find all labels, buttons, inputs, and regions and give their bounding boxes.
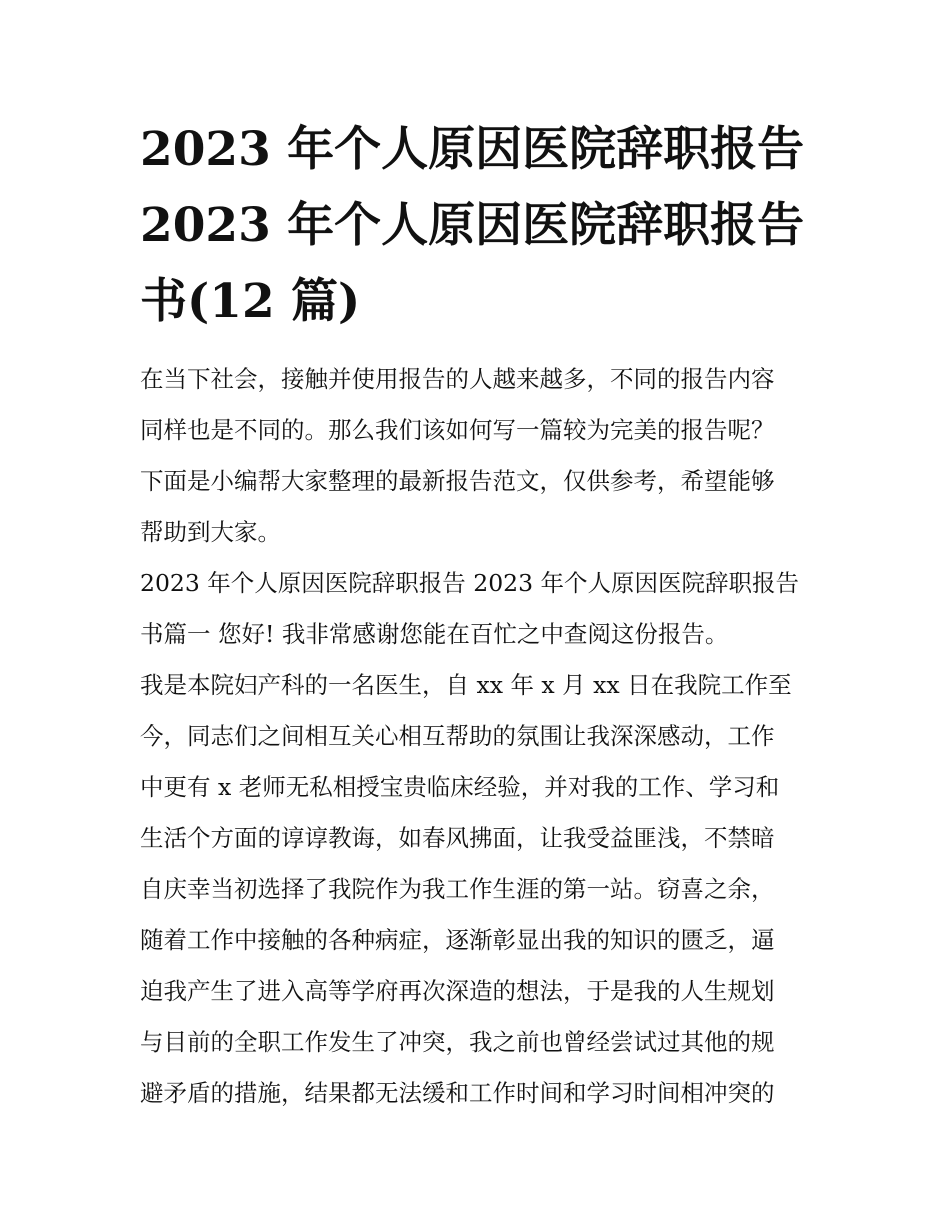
- title-line-1: 2023 年个人原因医院辞职报告: [140, 122, 805, 177]
- text-line: 中更有 x 老师无私相授宝贵临床经验，并对我的工作、学习和: [140, 773, 780, 801]
- document-title: [140, 112, 812, 340]
- body-paragraph: [140, 660, 812, 1119]
- text-line: 今，同志们之间相互关心相互帮助的氛围让我深深感动，工作: [140, 722, 775, 750]
- text-line: 帮助到大家。: [140, 518, 281, 546]
- document-body: [140, 354, 812, 1119]
- text-line: 书篇一 您好! 我非常感谢您能在百忙之中查阅这份报告。: [140, 620, 729, 648]
- text-line: 同样也是不同的。那么我们该如何写一篇较为完美的报告呢？: [140, 416, 775, 444]
- text-line: 与目前的全职工作发生了冲突，我之前也曾经尝试过其他的规: [140, 1028, 775, 1056]
- text-line: 在当下社会，接触并使用报告的人越来越多，不同的报告内容: [140, 365, 775, 393]
- text-line: 自庆幸当初选择了我院作为我工作生涯的第一站。窃喜之余，: [140, 875, 775, 903]
- text-line: 2023 年个人原因医院辞职报告 2023 年个人原因医院辞职报告: [140, 569, 800, 597]
- text-line: 随着工作中接触的各种病症，逐渐彰显出我的知识的匮乏，逼: [140, 926, 775, 954]
- intro-paragraph: [140, 354, 812, 558]
- title-line-2: 2023 年个人原因医院辞职报告: [140, 198, 805, 253]
- text-line: 下面是小编帮大家整理的最新报告范文，仅供参考，希望能够: [140, 467, 775, 495]
- title-line-3: 书(12 篇): [140, 274, 361, 329]
- text-line: 迫我产生了进入高等学府再次深造的想法，于是我的人生规划: [140, 977, 775, 1005]
- document-page: [140, 112, 812, 1119]
- text-line: 生活个方面的谆谆教诲，如春风拂面，让我受益匪浅，不禁暗: [140, 824, 775, 852]
- text-line: 避矛盾的措施，结果都无法缓和工作时间和学习时间相冲突的: [140, 1079, 775, 1107]
- section-heading-paragraph: [140, 558, 812, 660]
- text-line: 我是本院妇产科的一名医生，自 xx 年 x 月 xx 日在我院工作至: [140, 671, 792, 699]
